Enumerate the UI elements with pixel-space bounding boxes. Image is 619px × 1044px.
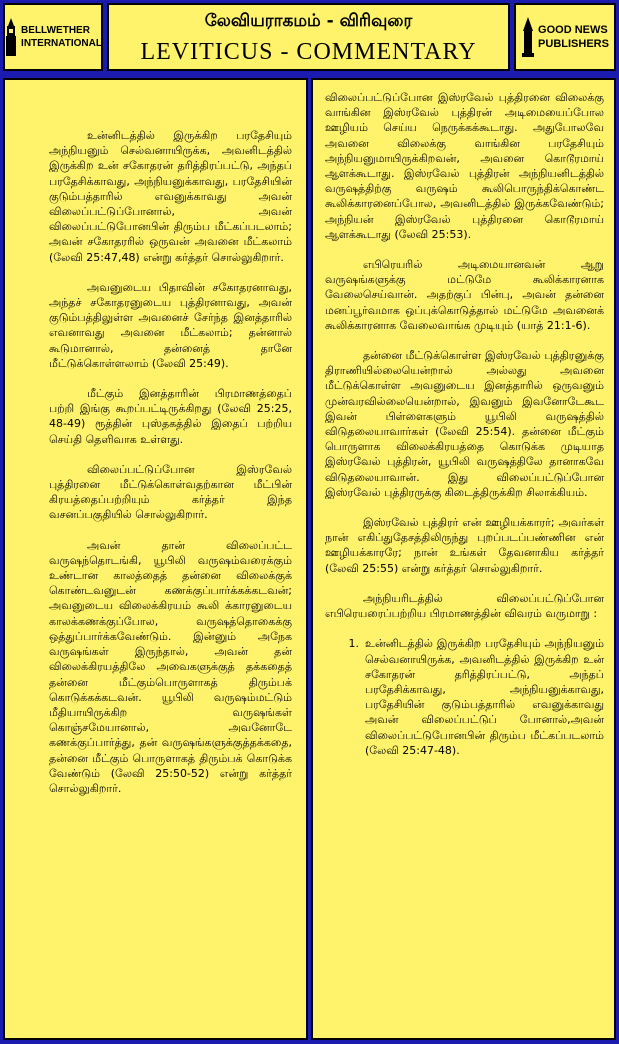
paragraph: இஸ்ரவேல் புத்திரர் என் ஊழியக்காரர்; அவர்கள் நான் எகிப்துதேசத்திலிருந்து புறப்படப்பண்ணின என் ஊழியக்காரரே; நான் உங்கள் தேவனாகிய கர்த்தர் (லேவி 25:55) என்று கர்த்தர் சொல்லுகிறார். xyxy=(325,516,604,575)
paragraph: அவனுடைய பிதாவின் சகோதரனாவது, அந்தச் சகோதரனுடைய புத்திரனாவது, அவன் குடும்பத்திலுள்ள அவனைச் சேர்ந்த இனத்தாரில் எவனாவது அவனை மீட்கலாம்; தன்னால் கூடுமானால், தன்னைத் தானே மீட்டுக்கொள்ளலாம் (லேவி 25:49). xyxy=(49,280,292,370)
bell-tower-icon xyxy=(4,18,18,56)
paragraph: தன்னை மீட்டுக்கொள்ள இஸ்ரவேல் புத்திரனுக்கு திராணியில்லையென்றால் அல்லது அவனை மீட்டுக்கொள்ள அவனுடைய இனத்தாரில் ஒருவனும் முன்வரவில்லையென்றால், இவனும் இவனோடேகூட இவன் பிள்ளைகளும் யூபிலி வருஷத்தில் விடுதலையாவார்கள் (லேவி 25:54). தன்னை மீட்கும் பொருளாக விலைக்கிரயத்தை கொடுக்க முடியாத இஸ்ரவேல் புத்திரன், யூபிலி வருஷத்திலே தானாகவே விடுதலையாவான். இது விலைப்பட்டுப்போன இஸ்ரவேல் புத்திரருக்கு கிடைத்திருக்கிற சிலாக்கியம். xyxy=(325,349,604,499)
paragraph: மீட்கும் இனத்தாரின் பிரமாணத்தைப் பற்றி இங்கு கூறப்பட்டிருக்கிறது (லேவி 25:25, 48-49) ரூத்தின் புஸ்தகத்தில் இதைப் பற்றிய செய்தி தெளிவாக உள்ளது. xyxy=(49,387,292,446)
good-news-logo xyxy=(514,3,616,71)
list-item xyxy=(325,636,604,758)
header xyxy=(0,0,619,76)
right-logo-line-1: GOOD NEWS xyxy=(538,24,608,36)
paragraph: அந்நியரிடத்தில் விலைப்பட்டுப்போன எபிரெயரைப்பற்றிய பிரமாணத்தின் விவரம் வருமாறு : xyxy=(325,591,604,621)
list-item-number: 1. xyxy=(348,637,359,651)
bellwether-logo xyxy=(3,3,103,71)
page-title-english: LEVITICUS - COMMENTARY xyxy=(140,39,477,65)
paragraph: உன்னிடத்தில் இருக்கிற பரதேசியும் அந்நியனும் செல்வனாயிருக்க, அவனிடத்தில் இருக்கிற உன் சகோதரன் தரித்திரப்பட்டு, அந்தப் பரதேசிக்காவது, அந்நியனுக்காவது, பரதேசியின் குடும்பத்தாரில் எவனுக்காவது அவன் விலைப்பட்டுப்போனால், அவன் விலைப்பட்டுபோனபின் திரும்ப மீட்கப்படலாம்; அவன் சகோதரரில் ஒருவன் அவனை மீட்கலாம் (லேவி 25:47,48) என்று கர்த்தர் சொல்லுகிறார். xyxy=(49,129,292,264)
left-column xyxy=(3,78,308,1040)
fountain-pen-icon xyxy=(521,17,535,57)
paragraph: எபிரெயரில் அடிமையானவன் ஆறு வருஷங்களுக்கு மட்டுமே கூலிக்காரனாக வேலைசெய்வான். அதற்குப் பின்பு, அவன் தன்னை மனப்பூர்வமாக ஒப்புக்கொடுத்தால் மட்டுமே அவனைக் கூலிக்காரனாக வேலைவாங்க முடியும் (யாத் 21:1-6). xyxy=(325,258,604,332)
title-banner xyxy=(107,3,510,71)
right-column xyxy=(311,78,616,1040)
right-logo-line-2: PUBLISHERS xyxy=(538,38,609,50)
list-item-text: உன்னிடத்தில் இருக்கிற பரதேசியும் அந்நியனும் செல்வனாயிருக்க, அவனிடத்தில் இருக்கிற உன் சகோதரன் தரித்திரப்பட்டு, அந்தப் பரதேசிக்காவது, அந்நியனுக்காவது, பரதேசியின் குடும்பத்தாரில் எவனுக்காவது அவன் விலைப்பட்டுப் போனால்,அவன் விலைப்பட்டுபோனபின் திரும்ப மீட்கப்படலாம் (லேவி 25:47-48). xyxy=(365,637,604,757)
paragraph: அவன் தான் விலைப்பட்ட வருஷந்தொடங்கி, யூபிலி வருஷம்வரைக்கும் உண்டான காலத்தைத் தன்னை விலைக்குக் கொண்டவனுடன் கணக்குப்பார்க்கக்கடவன்; அவனுடைய விலைக்கிரயம் கூலி க்காரனுடைய காலக்கணக்குப்போல, வருஷத்தொகைக்கு ஒத்துப்பார்க்கவேண்டும். இன்னும் அநேக வருஷங்கள் இருந்தால், அவன் தன் விலைக்கிரயத்திலே அவைகளுக்குத் தக்கதைத் தன்னை மீட்கும்பொருளாகத் திரும்பக் கொடுக்கக்கடவன். யூபிலி வருஷம்மட்டும் மீதியாயிருக்கிற வருஷங்கள் கொஞ்சமேயானால், அவனோடே கணக்குப்பார்த்து, தன் வருஷங்களுக்குத்தக்கதை, தன்னை மீட்கும் பொருளாகத் திரும்பக் கொடுக்க வேண்டும் (லேவி 25:50-52) என்று கர்த்தர் சொல்லுகிறார். xyxy=(49,538,292,795)
page-title-tamil: லேவியராகமம் - விரிவுரை xyxy=(204,11,413,31)
numbered-list xyxy=(325,636,604,758)
paragraph: விலைப்பட்டுப்போன இஸ்ரவேல் புத்திரனை மீட்டுக்கொள்வதற்கான மீட்பின் கிரயத்தைப்பற்றியும் கர்த்தர் இந்த வசனப்பகுதியில் சொல்லுகிறார். xyxy=(49,462,292,522)
left-logo-line-2: INTERNATIONAL xyxy=(21,38,102,49)
paragraph: விலைப்பட்டுப்போன இஸ்ரவேல் புத்திரனை விலைக்கு வாங்கின இஸ்ரவேல் புத்திரன் அடிமையைப்போல ஊழியம் செய்ய நெருக்கக்கூடாது. அதுபோலவே அவனை விலைக்கு வாங்கின பரதேசியும் அந்நியனுமாயிருக்கிறவன், அவனை கொடூரமாய் ஆளக்கூடாது. இஸ்ரவேல் புத்திரன் அந்நியனிடத்தில் வருஷத்திற்கு வருஷம் கூலிபொருந்திக்கொண்ட கூலிக்காரனைப்போல, அவனிடத்தில் இருக்கவேண்டும்; அந்நியன் இஸ்ரவேல் புத்திரனை கொடூரமாய் ஆளக்கூடாது (லேவி 25:53). xyxy=(325,91,604,241)
left-logo-line-1: BELLWETHER xyxy=(21,25,90,36)
